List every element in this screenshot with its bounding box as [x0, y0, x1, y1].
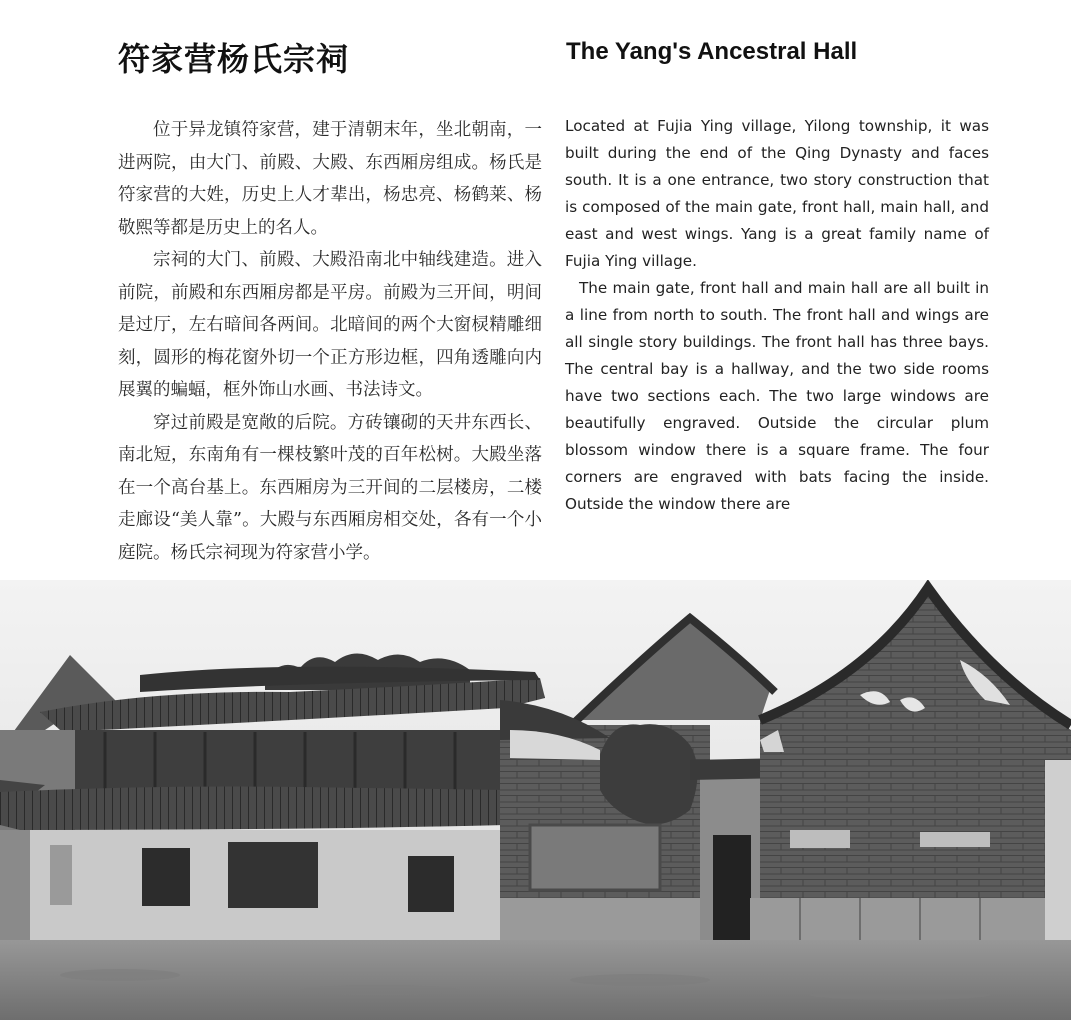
chinese-paragraph: 宗祠的大门、前殿、大殿沿南北中轴线建造。进入前院，前殿和东西厢房都是平房。前殿为三开间，明间是过厅，左右暗间各两间。北暗间的两个大窗棂精雕细刻，圆形的梅花窗外切一个正方形边框，四角透雕向内展翼的蝙蝠，框外饰山水画、书法诗文。	[118, 250, 542, 400]
ancestral-hall-photo	[0, 580, 1071, 1020]
chinese-title: 符家营杨氏宗祠	[118, 40, 350, 78]
chinese-body	[118, 114, 542, 569]
chinese-paragraph: 穿过前殿是宽敞的后院。方砖镶砌的天井东西长、南北短，东南角有一棵枝繁叶茂的百年松树。大殿坐落在一个高台基上。东西厢房为三开间的二层楼房，二楼走廊设“美人靠”。大殿与东西厢房相交处，各有一个小庭院。杨氏宗祠现为符家营小学。	[118, 412, 542, 563]
chinese-paragraph: 位于异龙镇符家营，建于清朝末年，坐北朝南，一进两院，由大门、前殿、大殿、东西厢房组成。杨氏是符家营的大姓，历史上人才辈出，杨忠亮、杨鹤莱、杨敬熙等都是历史上的名人。	[118, 120, 542, 238]
english-paragraph: The main gate, front hall and main hall are all built in a line from north to south. The front hall and wings are all single story buildings. The front hall has three bays. The central bay is a hallway, and the two side rooms have two sections each. The two large windows are beautifully engraved. Outside the circular plum blossom window there is a square frame. The four corners are engraved with bats facing the inside. Outside the window there are	[565, 279, 989, 513]
english-title: The Yang's Ancestral Hall	[566, 38, 858, 65]
ancestral-hall-illustration	[0, 580, 1071, 1020]
english-body	[565, 113, 989, 518]
english-paragraph: Located at Fujia Ying village, Yilong township, it was built during the end of the Qing Dynasty and faces south. It is a one entrance, two story construction that is composed of the main gate, front hall, main hall, and east and west wings. Yang is a great family name of Fujia Ying village.	[565, 117, 989, 270]
